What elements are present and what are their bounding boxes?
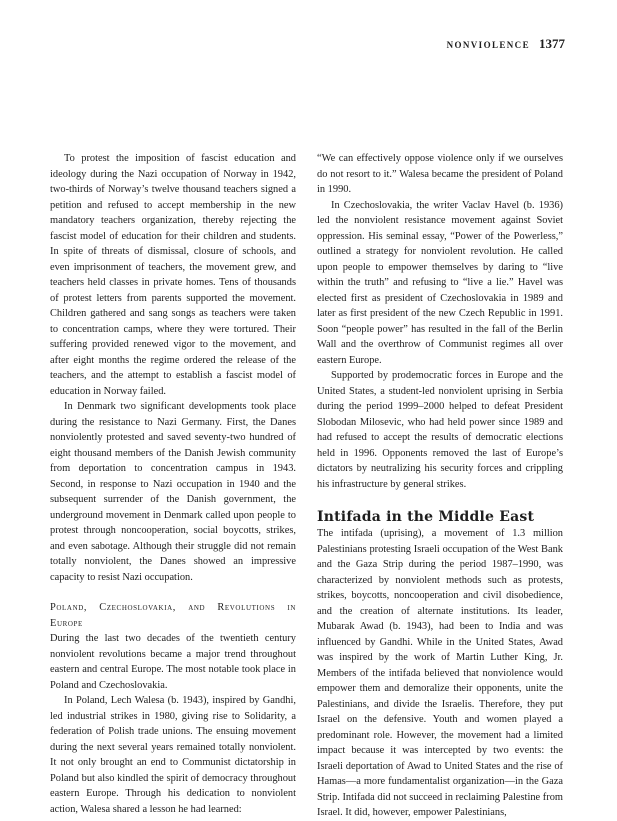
paragraph-serbia: Supported by prodemocratic forces in Europe and the United States, a student-led nonviolent uprising in Serbia during the period 1999–2000 helped to defeat President Slobodan Milosevic, who had held power since 1989 and had refused to accept the results of democratic elections held in 1996. Opponents removed the last of Europe’s dictators by neutralizing his security forces and crippling his infrastructure by general strikes. — [317, 370, 563, 490]
section-heading-intifada: Intifada in the Middle East — [317, 509, 535, 525]
paragraph-norway-teachers: To protest the imposition of fascist education and ideology during the Nazi occupation of Norway in 1942, two-thirds of Norway’s twelve thousand teachers signed a petition and refused to accept membership in the new mandatory teachers organization, thereby rejecting the fascist model of education for their children and students. In spite of threats of dismissal, closure of schools, and even imprisonment of teachers, the movement grew, and teachers held classes in private homes. Tens of thousands of protest letters from parents supported the movement. Children gathered and sang songs as teachers were taken to concentration camps, where they were tortured. Their suffering provided renewed vigor to the movement, and after eight months the regime ordered the release of the teachers, and the attempt to establish a fascist model of education in Norway failed. — [50, 153, 296, 397]
left-column — [50, 151, 296, 817]
paragraph-revolutions-intro: During the last two decades of the twentieth century nonviolent revolutions became a major trend throughout eastern and central Europe. The most notable took place in Poland and Czechoslovakia. — [50, 633, 296, 691]
paragraph-czechoslovakia-havel: In Czechoslovakia, the writer Vaclav Havel (b. 1936) led the nonviolent resistance movement against Soviet oppression. His seminal essay, “Power of the Powerless,” outlined a strategy for nonviolent revolution. He called upon people to empower themselves by daring to “live within the truth” and refusing to “live a lie.” Havel was elected first as president of Czechoslovakia in 1989 and later as first president of the new Czech Republic in 1991. Soon “people power” has resulted in the fall of the Berlin Wall and the overthrow of Communist regimes all over eastern Europe. — [317, 199, 563, 366]
paragraph-denmark: In Denmark two significant developments took place during the resistance to Nazi Germany. First, the Danes nonviolently protested and saved seventy-two hundred of eight thousand members of the Danish Jewish community from deportation to concentration campus in 1943. Second, in response to Nazi occupation in 1940 and the subsequent surrender of the Danish government, the underground movement in Denmark called upon people to protest through noncooperation, social boycotts, strikes, and even sabotage. Although their struggle did not remain totally nonviolent, the Danes showed an impressive capacity to resist Nazi occupation. — [50, 401, 296, 583]
running-title: NONVIOLENCE — [446, 40, 530, 50]
paragraph-walesa-quote: “We can effectively oppose violence only if we ourselves do not resort to it.” Walesa became the president of Poland in 1990. — [317, 153, 563, 195]
right-column — [317, 151, 563, 821]
page-number: 1377 — [539, 36, 565, 51]
section-heading-poland: Poland, Czechoslovakia, and Revolutions in Europe — [50, 602, 296, 629]
running-head — [447, 36, 565, 52]
paragraph-intifada: The intifada (uprising), a movement of 1.3 million Palestinians protesting Israeli occupation of the West Bank and the Gaza Strip during the period 1987–1990, was characterized by nonviolent methods such as protests, strikes, boycotts, noncooperation and civil disobedience, and the creation of alternate institutions. Its leader, Mubarak Awad (b. 1943), had been to India and was influenced by Gandhi. While in the United States, Awad was inspired by the work of Martin Luther King, Jr. Members of the intifada believed that nonviolence would empower them and demoralize their opponents, unite the Palestinians, and divide the Israelis. Therefore, they put Israel on the defensive. Youth and women played a predominant role. However, the movement had a limited impact because it was intercepted by two events: the Israeli deportation of Awad to United States and the rise of Hamas—a more fundamentalist organization—in the Gaza Strip. Intifada did not succeed in reclaiming Palestine from Israel. It did, however, empower Palestinians, — [317, 528, 563, 818]
paragraph-poland-walesa: In Poland, Lech Walesa (b. 1943), inspired by Gandhi, led industrial strikes in 1980, giving rise to Solidarity, a federation of Polish trade unions. The ensuing movement during the next several years remained totally nonviolent. It not only brought an end to Communist dictatorship in Poland but also kindled the spirit of democracy throughout eastern Europe. Through his dedication to nonviolent action, Walesa shared a lesson he had learned: — [50, 695, 296, 815]
